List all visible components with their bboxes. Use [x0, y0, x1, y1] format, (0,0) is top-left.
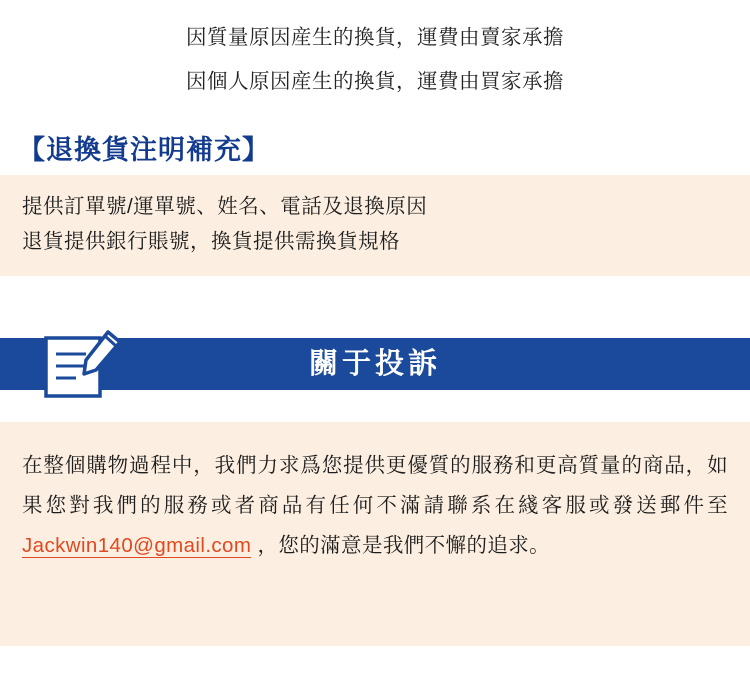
policy-line-personal: 因個人原因産生的換貨，運費由買家承擔	[186, 69, 564, 93]
banner-title: 關于投訴	[308, 348, 441, 381]
complaint-text-box	[0, 422, 750, 646]
return-note-line-info: 提供訂單號/運單號、姓名、電話及退換原因	[22, 194, 428, 218]
return-note-line-bank: 退貨提供銀行賬號，換貨提供需換貨規格	[22, 230, 400, 254]
return-note-heading: 【退換貨注明補充】	[18, 134, 270, 165]
return-note-box	[0, 175, 750, 277]
complaint-text-after: ，您的滿意是我們不懈的追求。	[251, 534, 551, 558]
support-email-link[interactable]: Jackwin140@gmail.com	[22, 534, 252, 558]
complaint-banner	[0, 328, 750, 400]
complaint-text-before: 在整個購物過程中，我們力求爲您提供更優質的服務和更高質量的商品，如果您對我們的服務或者商品有任何不滿請聯系在綫客服或發送郵件至	[22, 454, 728, 518]
pencil-note-icon	[36, 320, 122, 406]
policy-line-quality: 因質量原因産生的換貨，運費由賣家承擔	[186, 26, 564, 49]
complaint-paragraph	[22, 446, 728, 566]
return-policy-lines	[0, 0, 750, 106]
